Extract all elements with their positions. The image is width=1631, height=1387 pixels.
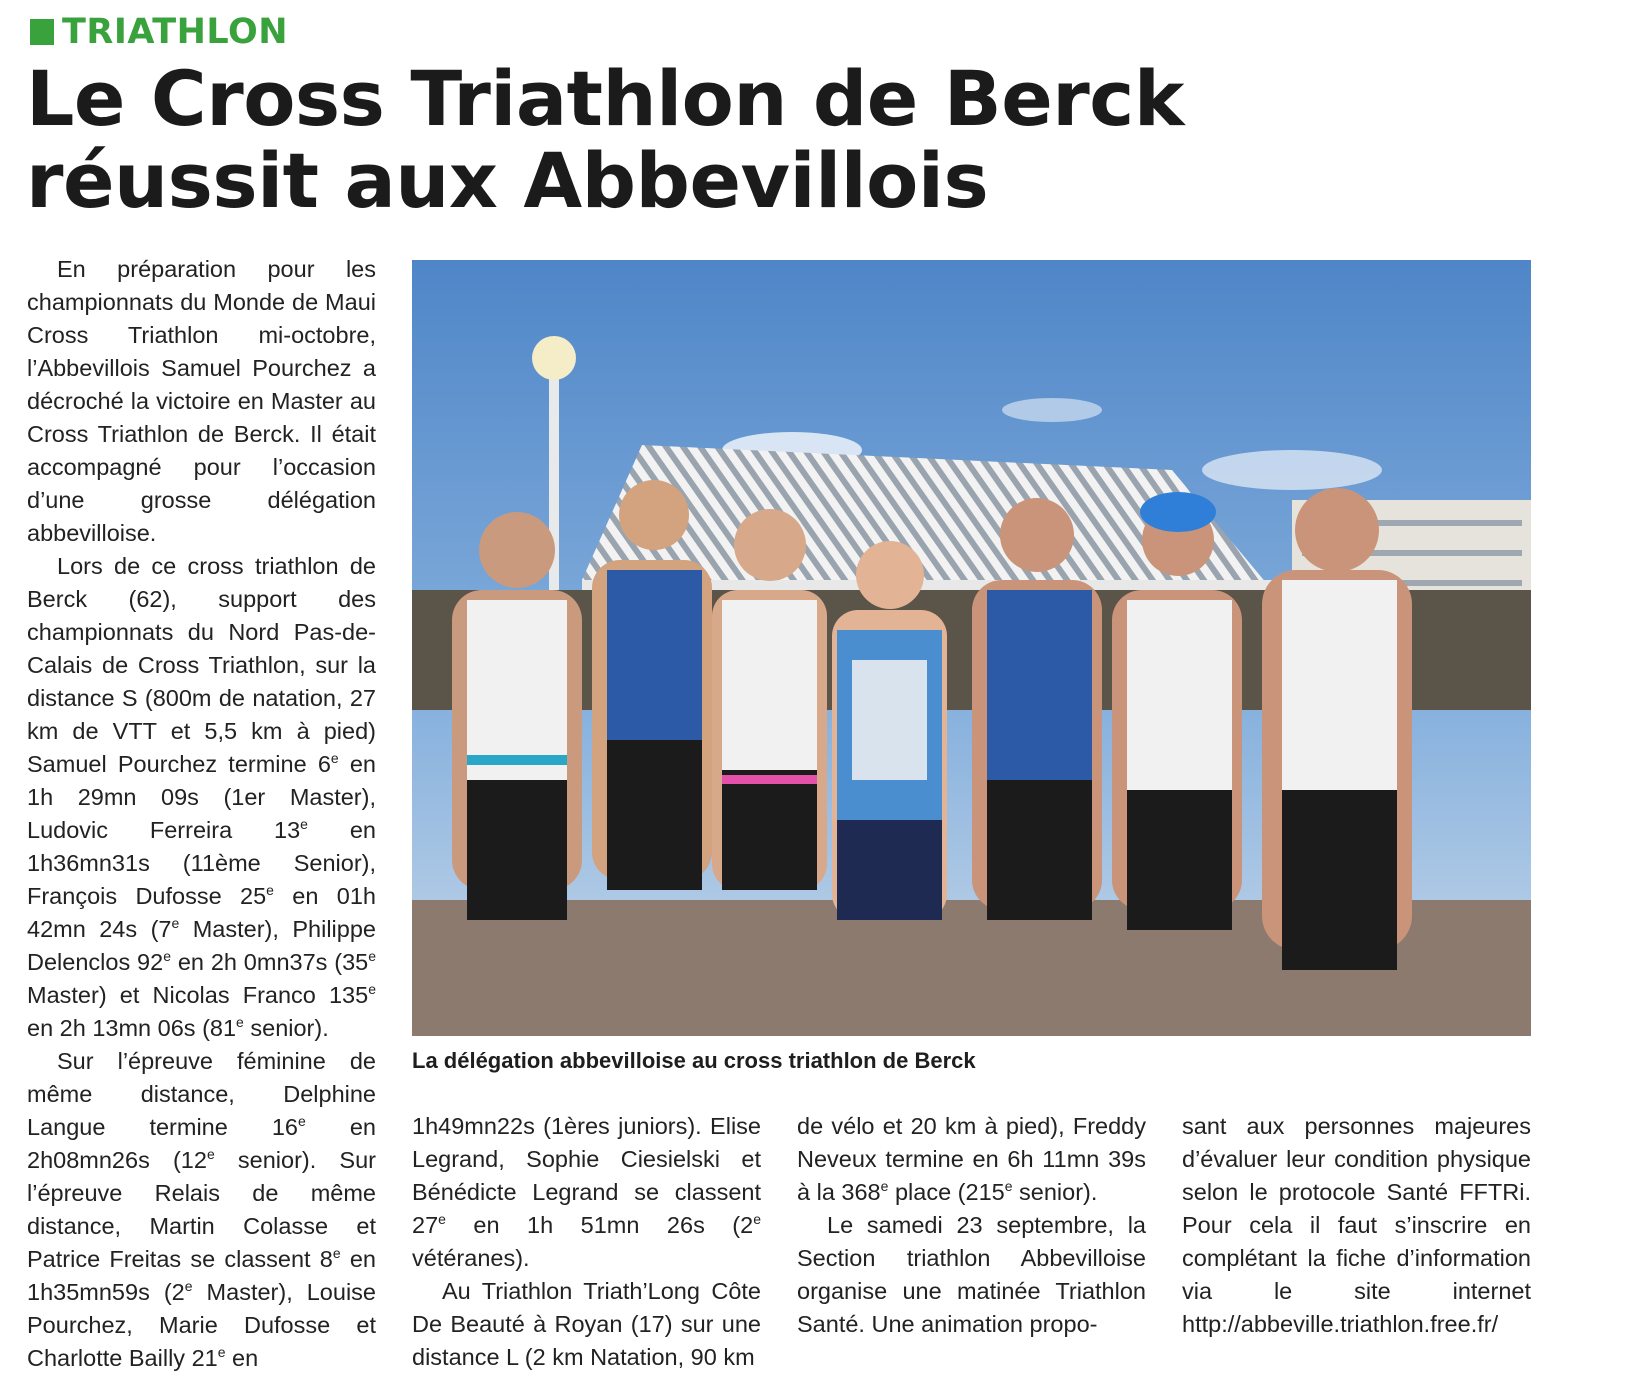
photo-caption: La délégation abbevilloise au cross triathlon de Berck: [412, 1048, 976, 1073]
article-paragraph: En préparation pour les championnats du Monde de Maui Cross Triathlon mi-octobre, l’Abbevillois Samuel Pourchez a décroché la victoire en Master au Cross Triathlon de Berck. Il était accompagné pour l’occasion d’une grosse délégation abbevilloise.: [27, 256, 376, 546]
section-rubric: [30, 10, 288, 54]
team-photo-illustration: [412, 260, 1531, 1036]
article-column-1: [27, 253, 376, 1375]
article-paragraph: Le samedi 23 septembre, la Section triathlon Abbevilloise organise une matinée Triathlon Santé. Une animation propo-: [797, 1212, 1146, 1337]
article-column-3: [797, 1110, 1146, 1341]
headline-line-1: Le Cross Triathlon de Berck: [26, 54, 1184, 143]
team-photo: [412, 260, 1531, 1036]
article-paragraph: sant aux personnes majeures d’évaluer leur condition physique selon le protocole Santé FFTRi. Pour cela il faut s’inscrire en complétant la fiche d’information via le site internet http://abbeville.triathlon.free.fr/: [1182, 1113, 1531, 1337]
article-paragraph: de vélo et 20 km à pied), Freddy Neveux termine en 6h 11mn 39s à la 368e place (215e senior).: [797, 1113, 1146, 1205]
article-paragraph: 1h49mn22s (1ères juniors). Elise Legrand, Sophie Ciesielski et Bénédicte Legrand se classent 27e en 1h 51mn 26s (2e vétéranes).: [412, 1113, 761, 1271]
article-paragraph: Lors de ce cross triathlon de Berck (62), support des championnats du Nord Pas-de-Calais de Cross Triathlon, sur la distance S (800m de natation, 27 km de VTT et 5,5 km à pied) Samuel Pourchez termine 6e en 1h 29mn 09s (1er Master), Ludovic Ferreira 13e en 1h36mn31s (11ème Senior), François Dufosse 25e en 01h 42mn 24s (7e Master), Philippe Delenclos 92e en 2h 0mn37s (35e Master) et Nicolas Franco 135e en 2h 13mn 06s (81e senior).: [27, 553, 377, 1041]
section-marker-square: [30, 19, 54, 45]
headline: [26, 54, 1226, 225]
article-paragraph: Au Triathlon Triath’Long Côte De Beauté à Royan (17) sur une distance L (2 km Natation, 90 km: [412, 1278, 761, 1370]
section-label: TRIATHLON: [62, 12, 288, 52]
headline-line-2: réussit aux Abbevillois: [26, 136, 989, 225]
article-column-2: [412, 1110, 761, 1374]
article-paragraph: Sur l’épreuve féminine de même distance, Delphine Langue termine 16e en 2h08mn26s (12e senior). Sur l’épreuve Relais de même distance, Martin Colasse et Patrice Freitas se classent 8e en 1h35mn59s (2e Master), Louise Pourchez, Marie Dufosse et Charlotte Bailly 21e en: [27, 1048, 376, 1371]
article-column-4: [1182, 1110, 1531, 1341]
